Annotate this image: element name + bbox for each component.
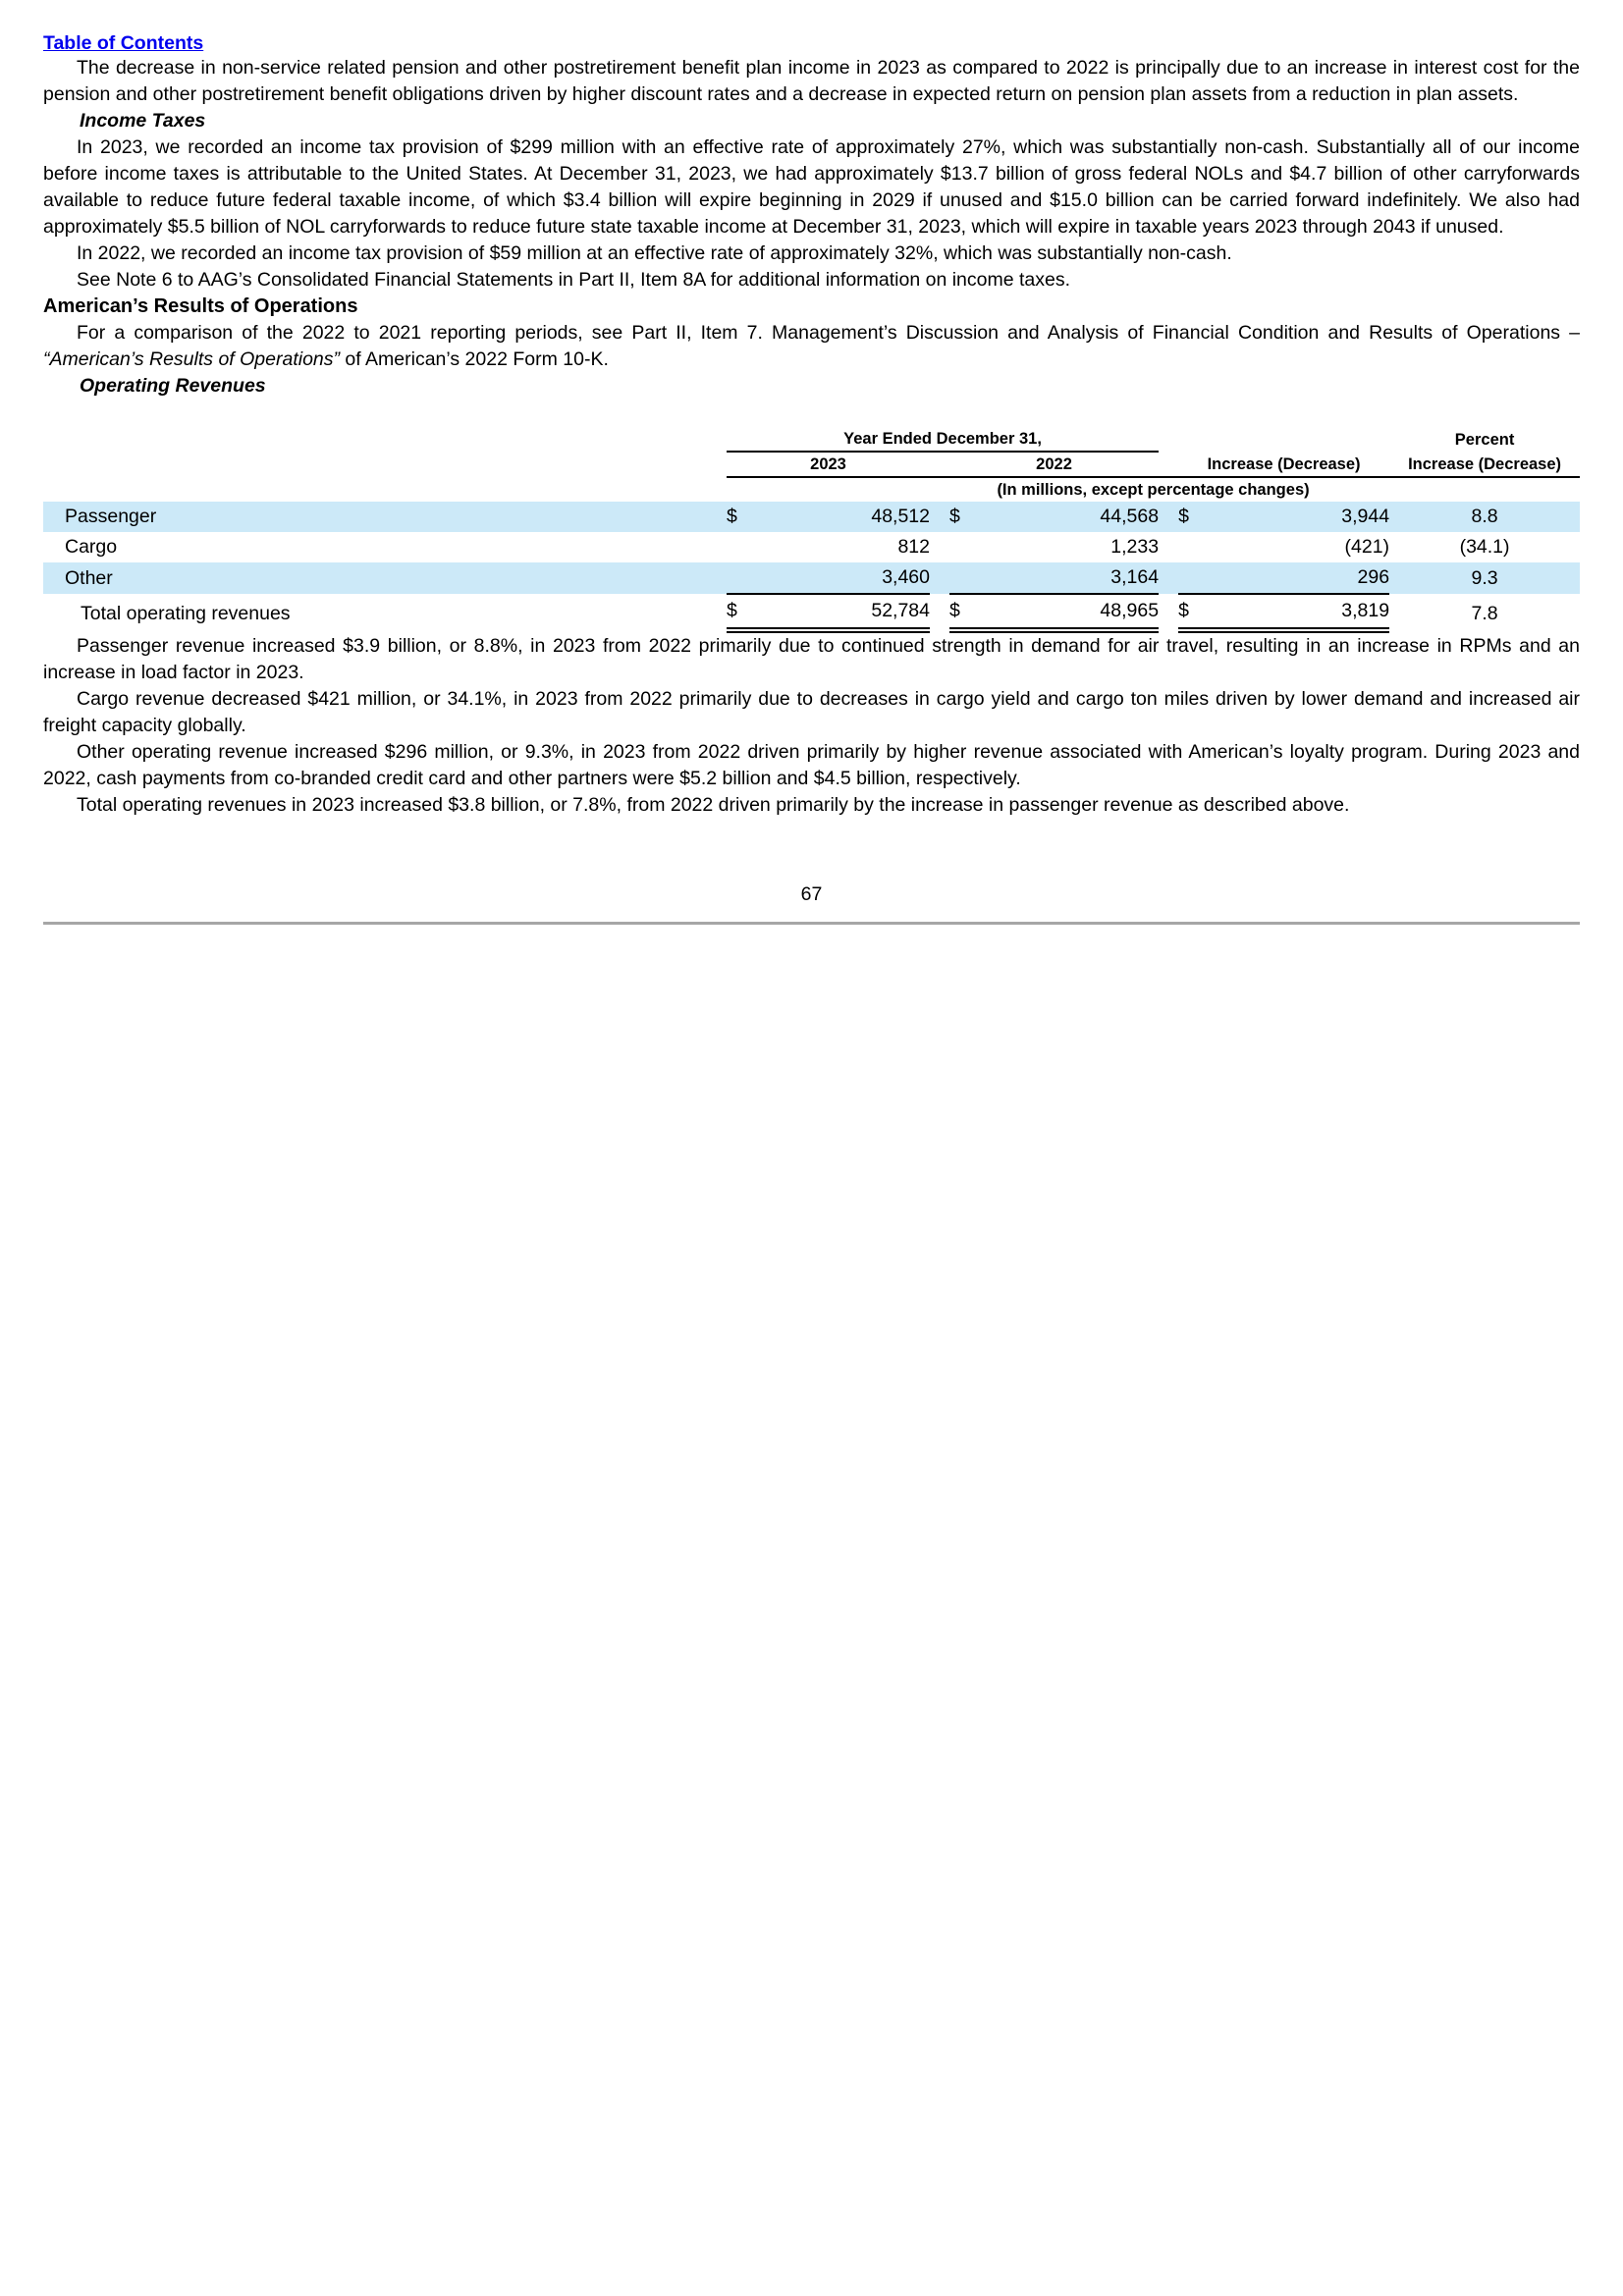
comparison-text-italic-reference: “American’s Results of Operations” bbox=[43, 348, 341, 370]
row-label: Passenger bbox=[43, 502, 727, 532]
value-increase: (421) bbox=[1344, 536, 1390, 558]
cell-empty bbox=[949, 562, 977, 594]
paragraph-total-revenue: Total operating revenues in 2023 increased $3.8 billion, or 7.8%, from 2022 driven primarily by the increase in passenger revenue as described above. bbox=[77, 794, 1350, 816]
header-spacer bbox=[43, 427, 727, 452]
table-row-other bbox=[43, 562, 1580, 594]
value-percent: 9.3 bbox=[1389, 562, 1580, 594]
table-of-contents-link[interactable]: Table of Contents bbox=[43, 32, 204, 54]
value-increase: 3,819 bbox=[1206, 594, 1389, 630]
table-of-contents bbox=[43, 32, 1580, 55]
header-gap bbox=[1159, 427, 1178, 452]
column-header-2022: 2022 bbox=[949, 452, 1159, 477]
comparison-text-tail: of American’s 2022 Form 10-K. bbox=[340, 348, 609, 370]
comparison-text-lead: For a comparison of the 2022 to 2021 reporting periods, see Part II, Item 7. Management’s Discussion and Analysis of Financial Condition and Results of Operations – bbox=[77, 322, 1580, 344]
table-units-row bbox=[43, 477, 1580, 502]
year-ended-header: Year Ended December 31, bbox=[727, 427, 1159, 452]
column-header-increase: Increase (Decrease) bbox=[1178, 452, 1389, 477]
value-increase: 296 bbox=[1206, 562, 1389, 594]
cell-empty bbox=[1178, 532, 1206, 562]
paragraph-comparison bbox=[43, 320, 1580, 373]
percent-header-line1: Percent bbox=[1454, 431, 1515, 449]
percent-header-line2: Increase (Decrease) bbox=[1389, 452, 1580, 477]
value-2022: 3,164 bbox=[977, 562, 1159, 594]
cell-gap bbox=[930, 594, 949, 630]
income-taxes-heading: Income Taxes bbox=[80, 110, 206, 132]
currency-symbol: $ bbox=[727, 594, 754, 630]
value-2022: 44,568 bbox=[977, 502, 1159, 532]
page-number: 67 bbox=[800, 883, 823, 905]
value-2023: 3,460 bbox=[754, 562, 930, 594]
operating-revenues-heading: Operating Revenues bbox=[80, 375, 266, 397]
column-header-2023: 2023 bbox=[727, 452, 930, 477]
value-2022: 48,965 bbox=[977, 594, 1159, 630]
table-row-passenger bbox=[43, 502, 1580, 532]
header-spacer bbox=[43, 452, 727, 477]
units-spacer bbox=[43, 477, 727, 502]
table-row-cargo bbox=[43, 532, 1580, 562]
cell-gap bbox=[1159, 532, 1178, 562]
cell-empty bbox=[1178, 562, 1206, 594]
cell-empty bbox=[727, 562, 754, 594]
value-2023: 52,784 bbox=[754, 594, 930, 630]
value-percent: 8.8 bbox=[1389, 502, 1580, 532]
operating-revenues-table bbox=[43, 427, 1580, 633]
currency-symbol: $ bbox=[949, 502, 977, 532]
document-page bbox=[0, 0, 1623, 925]
value-percent: (34.1) bbox=[1459, 536, 1510, 558]
paragraph-income-tax-2022: In 2022, we recorded an income tax provision of $59 million at an effective rate of approximately 32%, which was substantially non-cash. bbox=[77, 242, 1232, 264]
units-note: (In millions, except percentage changes) bbox=[997, 481, 1310, 499]
footer-divider bbox=[43, 922, 1580, 925]
paragraph-pension-decrease: The decrease in non-service related pension and other postretirement benefit plan income in 2023 as compared to 2022 is principally due to an increase in interest cost for the pension and other postretirement benefit obligations driven by higher discount rates and a decrease in expected return on pension plan assets from a reduction in plan assets. bbox=[43, 57, 1580, 105]
cell-gap bbox=[930, 532, 949, 562]
table-row-total bbox=[43, 594, 1580, 630]
row-label: Cargo bbox=[65, 536, 118, 558]
paragraph-other-revenue: Other operating revenue increased $296 million, or 9.3%, in 2023 from 2022 driven primarily by higher revenue associated with American’s loyalty program. During 2023 and 2022, cash payments from co-branded credit card and other partners were $5.2 billion and $4.5 billion, respectively. bbox=[43, 741, 1580, 789]
cell-empty bbox=[727, 532, 754, 562]
paragraph-passenger-revenue: Passenger revenue increased $3.9 billion, or 8.8%, in 2023 from 2022 primarily due to continued strength in demand for air travel, resulting in an increase in RPMs and an increase in load factor in 2023. bbox=[43, 635, 1580, 683]
cell-gap bbox=[1159, 594, 1178, 630]
value-2023: 48,512 bbox=[754, 502, 930, 532]
cell-gap bbox=[930, 562, 949, 594]
paragraph-cargo-revenue: Cargo revenue decreased $421 million, or 34.1%, in 2023 from 2022 primarily due to decreases in cargo yield and cargo ton miles driven by lower demand and increased air freight capacity globally. bbox=[43, 688, 1580, 736]
cell-empty bbox=[949, 532, 977, 562]
row-label: Other bbox=[43, 562, 727, 594]
value-2023: 812 bbox=[897, 536, 930, 558]
value-2022: 1,233 bbox=[1110, 536, 1160, 558]
cell-gap bbox=[1159, 502, 1178, 532]
currency-symbol: $ bbox=[727, 502, 754, 532]
paragraph-income-tax-2023: In 2023, we recorded an income tax provision of $299 million with an effective rate of approximately 27%, which was substantially non-cash. Substantially all of our income before income taxes is attributable to the United States. At December 31, 2023, we had approximately $13.7 billion of gross federal NOLs and $4.7 billion of other carryforwards available to reduce future federal taxable income, of which $3.4 billion will expire beginning in 2029 if unused and $15.0 billion can be carried forward indefinitely. We also had approximately $5.5 billion of NOL carryforwards to reduce future state taxable income at December 31, 2023, which will expire in taxable years 2023 through 2043 if unused. bbox=[43, 136, 1580, 238]
cell-gap bbox=[930, 502, 949, 532]
paragraph-see-note-6: See Note 6 to AAG’s Consolidated Financial Statements in Part II, Item 8A for additional information on income taxes. bbox=[77, 269, 1071, 291]
row-label: Total operating revenues bbox=[81, 603, 291, 624]
header-spacer bbox=[1178, 427, 1389, 452]
currency-symbol: $ bbox=[949, 594, 977, 630]
header-gap bbox=[1159, 452, 1178, 477]
americans-results-heading: American’s Results of Operations bbox=[43, 295, 358, 317]
currency-symbol: $ bbox=[1178, 594, 1206, 630]
header-gap bbox=[930, 452, 949, 477]
table-header-columns-row bbox=[43, 452, 1580, 477]
value-increase: 3,944 bbox=[1206, 502, 1389, 532]
table-header-year-row bbox=[43, 427, 1580, 452]
currency-symbol: $ bbox=[1178, 502, 1206, 532]
value-percent: 7.8 bbox=[1471, 603, 1498, 624]
cell-gap bbox=[1159, 562, 1178, 594]
